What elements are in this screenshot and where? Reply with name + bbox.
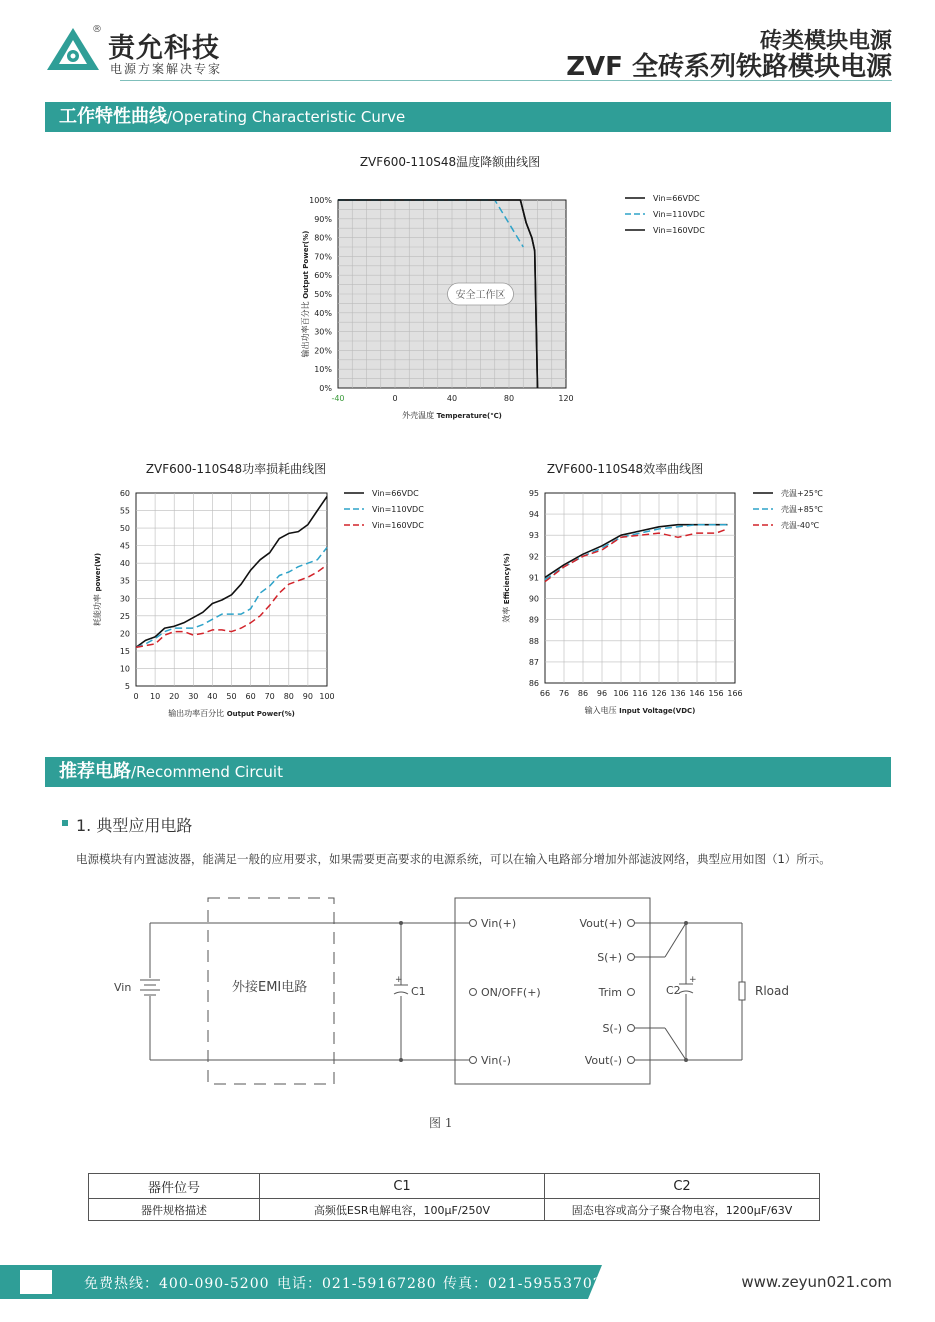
footer-phone: 电话：021-59167280	[277, 1276, 437, 1292]
y-tick-label: 80%	[314, 233, 332, 243]
y-axis-label-zh: 输出功率百分比	[301, 298, 310, 358]
y-tick-label: 92	[528, 552, 539, 562]
y-tick-label: 91	[528, 573, 539, 583]
x-tick-label: 100	[319, 692, 335, 701]
y-tick-label: 94	[528, 510, 539, 520]
y-tick-label: 20	[119, 629, 130, 639]
y-axis-label-en: Efficiency(%)	[503, 553, 511, 605]
section-circuit-title-en: /Recommend Circuit	[131, 763, 283, 781]
x-tick-label: 96	[596, 689, 608, 698]
x-tick-label: 0	[133, 692, 139, 701]
legend-label-1: Vin=66VDC	[653, 194, 700, 203]
company-slogan: 电源方案解决专家	[110, 62, 223, 76]
x-tick-label: 40	[446, 394, 458, 403]
y-tick-label: 5	[124, 682, 130, 691]
y-tick-label: 25	[119, 611, 130, 621]
x-tick-label: 136	[670, 689, 686, 698]
label-emi: 外接EMI电路	[232, 980, 308, 995]
table-header-cell: C2	[545, 1174, 820, 1199]
y-tick-label: 30%	[314, 327, 332, 337]
y-axis-label	[300, 231, 310, 358]
x-tick-label: 90	[302, 692, 313, 701]
derating-chart	[290, 150, 740, 430]
label-c2-plus: +	[689, 975, 697, 985]
legend-label-2: Vin=110VDC	[653, 210, 705, 219]
safe-zone-label: 安全工作区	[455, 290, 506, 301]
label-c2: C2	[666, 984, 681, 997]
doc-series-title: ZVF 全砖系列铁路模块电源	[566, 52, 892, 82]
pin-vout-neg: Vout(-)	[584, 1054, 622, 1067]
x-tick-label: -40	[331, 394, 345, 403]
y-axis-label-zh: 耗能功率	[93, 591, 102, 627]
section-circuit-bar	[45, 757, 891, 787]
table-header-cell: 器件位号	[89, 1174, 260, 1199]
x-tick-label: 30	[188, 692, 199, 701]
x-axis-label	[402, 410, 502, 420]
header-divider	[120, 80, 892, 81]
x-tick-label: 76	[558, 689, 570, 698]
y-tick-label: 60	[119, 489, 130, 498]
doc-category-title: 砖类模块电源	[759, 29, 892, 54]
pin-s-pos: S(+)	[597, 951, 622, 964]
legend-label-3: Vin=160VDC	[653, 226, 705, 235]
x-tick-label: 80	[283, 692, 294, 701]
x-tick-label: 0	[392, 394, 398, 403]
x-tick-label: 66	[539, 689, 551, 698]
y-tick-label: 90	[528, 594, 539, 604]
y-tick-label: 30	[119, 594, 130, 604]
y-tick-label: 60%	[314, 271, 332, 281]
y-tick-label: 55	[119, 506, 130, 516]
y-tick-label: 35	[119, 576, 130, 586]
figure-caption: 图 1	[429, 1116, 453, 1130]
x-axis-label	[585, 705, 696, 715]
y-tick-label: 87	[528, 657, 539, 667]
y-tick-label: 86	[528, 679, 539, 688]
section-curves-title-en: /Operating Characteristic Curve	[167, 108, 406, 126]
component-spec-table	[88, 1173, 820, 1221]
x-axis-label-zh: 外壳温度	[402, 411, 437, 420]
x-tick-label: 60	[245, 692, 256, 701]
chart-title: ZVF600-110S48温度降额曲线图	[359, 155, 541, 169]
company-name: 责允科技	[108, 33, 220, 64]
table-cell: 器件规格描述	[89, 1199, 260, 1221]
y-tick-label: 89	[528, 615, 539, 625]
x-tick-label: 40	[207, 692, 218, 701]
table-cell: 高频低ESR电解电容，100μF/250V	[260, 1199, 545, 1221]
table-cell: 固态电容或高分子聚合物电容，1200μF/63V	[545, 1199, 820, 1221]
section-curves-title-zh: 工作特性曲线	[59, 106, 167, 127]
table-header-row	[89, 1174, 820, 1199]
section-circuit-title-zh: 推荐电路	[59, 761, 131, 782]
y-tick-label: 93	[528, 531, 539, 541]
x-axis-label-en: Output Power(%)	[226, 710, 295, 718]
x-tick-label: 10	[150, 692, 161, 701]
legend-label-3: 壳温-40℃	[781, 521, 820, 530]
y-tick-label: 15	[119, 646, 130, 656]
circuit-description: 电源模块有内置滤波器，能满足一般的应用要求，如果需要更高要求的电源系统，可以在输入电路部分增加外部滤波网络，典型应用如图（1）所示。	[76, 852, 831, 866]
y-tick-label: 50%	[314, 290, 332, 299]
x-tick-label: 156	[708, 689, 724, 698]
y-tick-label: 10%	[314, 365, 332, 375]
footer-fax: 传真：021-59553702	[443, 1276, 603, 1292]
x-tick-label: 106	[613, 689, 629, 698]
efficiency-chart	[497, 455, 877, 720]
y-tick-label: 20%	[314, 346, 332, 356]
x-tick-label: 146	[689, 689, 705, 698]
y-axis-label-zh: 效率	[502, 604, 511, 623]
x-tick-label: 80	[503, 394, 515, 403]
legend-label-3: Vin=160VDC	[372, 521, 424, 530]
pin-vin-pos: Vin(+)	[481, 917, 517, 930]
application-circuit-diagram	[100, 890, 820, 1100]
header	[0, 0, 935, 82]
label-rload: Rload	[755, 984, 789, 998]
y-axis-label-en: power(W)	[94, 552, 102, 592]
x-tick-label: 20	[169, 692, 180, 701]
x-tick-label: 50	[226, 692, 237, 701]
y-tick-label: 88	[528, 636, 539, 646]
chart-title: ZVF600-110S48效率曲线图	[546, 462, 704, 476]
pin-vin-neg: Vin(-)	[481, 1054, 511, 1067]
legend-label-2: Vin=110VDC	[372, 505, 424, 514]
y-tick-label: 40	[119, 559, 130, 569]
table-row	[89, 1199, 820, 1221]
x-axis-label-en: Input Voltage(VDC)	[619, 707, 696, 715]
label-c1: C1	[411, 985, 426, 998]
pin-s-neg: S(-)	[602, 1022, 622, 1035]
power-loss-chart	[88, 455, 453, 720]
y-tick-label: 40%	[314, 308, 332, 318]
footer-website[interactable]: www.zeyun021.com	[741, 1273, 892, 1291]
pin-onoff: ON/OFF(+)	[481, 986, 541, 999]
pin-trim: Trim	[598, 986, 622, 999]
y-axis-label	[501, 553, 511, 623]
circuit-subheading: 1. 典型应用电路	[76, 816, 193, 835]
x-tick-label: 166	[727, 689, 743, 698]
table-header-cell: C1	[260, 1174, 545, 1199]
y-tick-label: 10	[119, 664, 130, 674]
x-tick-label: 86	[577, 689, 589, 698]
legend-label-2: 壳温+85℃	[781, 505, 823, 514]
label-c1-plus: +	[395, 975, 403, 985]
subheading-bullet	[62, 820, 68, 826]
registered-mark: ®	[92, 24, 102, 35]
y-tick-label: 50	[119, 524, 130, 534]
x-axis-label-zh: 输入电压	[584, 706, 620, 715]
y-tick-label: 95	[528, 489, 539, 498]
x-tick-label: 126	[651, 689, 667, 698]
x-tick-label: 116	[632, 689, 648, 698]
chart-title: ZVF600-110S48功率损耗曲线图	[145, 462, 327, 476]
y-axis-label	[92, 553, 102, 626]
legend-label-1: Vin=66VDC	[372, 489, 419, 498]
y-tick-label: 70%	[314, 252, 332, 262]
x-axis-label-en: Temperature(℃)	[436, 412, 502, 420]
x-tick-label: 120	[558, 394, 574, 403]
x-axis-label-zh: 输出功率百分比	[168, 709, 227, 718]
x-tick-label: 70	[264, 692, 275, 701]
y-tick-label: 100%	[309, 196, 332, 205]
footer-hotline: 免费热线：400-090-5200	[84, 1276, 270, 1292]
section-curves-bar	[45, 102, 891, 132]
y-tick-label: 0%	[319, 384, 332, 393]
label-vin: Vin	[114, 981, 132, 994]
legend-label-1: 壳温+25℃	[781, 489, 823, 498]
pin-vout-pos: Vout(+)	[579, 917, 622, 930]
y-tick-label: 45	[119, 541, 130, 551]
x-axis-label	[168, 708, 295, 718]
y-tick-label: 90%	[314, 214, 332, 224]
y-axis-label-en: Output Power(%)	[302, 230, 310, 299]
